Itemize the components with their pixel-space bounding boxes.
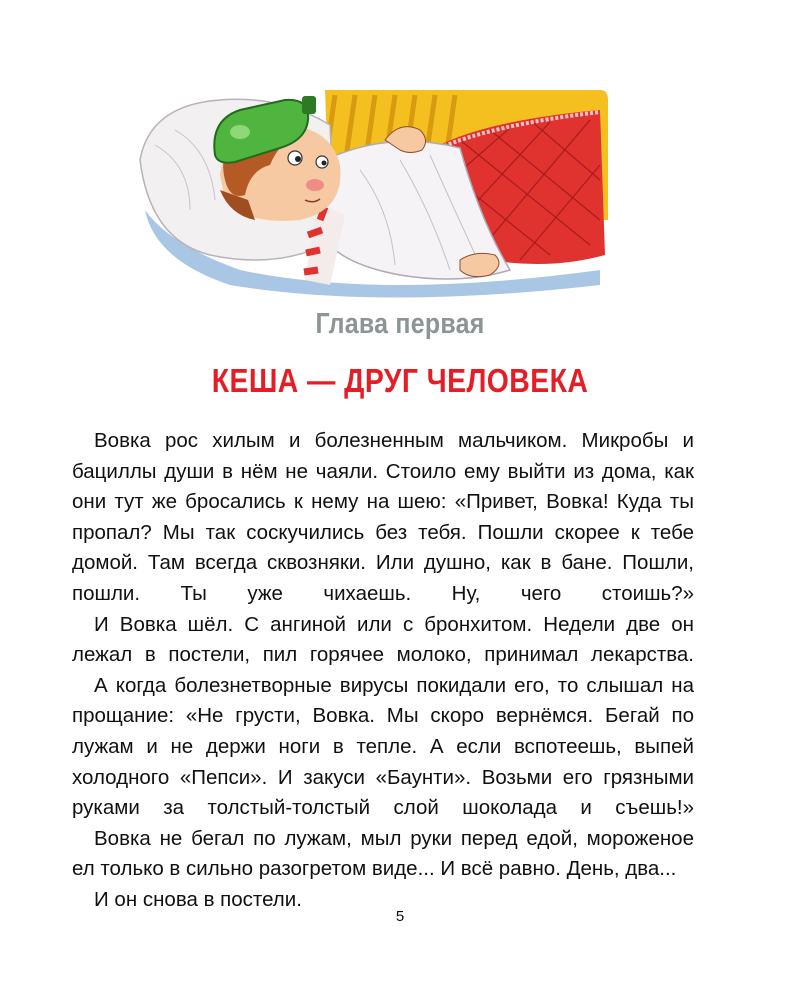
chapter-label: Глава первая bbox=[315, 308, 485, 340]
story-text bbox=[72, 426, 694, 916]
paragraph: И он снова в постели. bbox=[94, 887, 302, 911]
paragraph: А когда болезнетворные вирусы покидали его, то слышал на прощание: «Не грусти, Вовка. Мы скоро вернёмся. Бегай по лужам и не держи ноги в тепле. А если вспотеешь, выпей холодного «Пепси». И закуси «Баунти». Возьми его грязными руками за толстый-толстый слой шоколада и съешь!» bbox=[72, 673, 694, 820]
paragraph: Вовка не бегал по лужам, мыл руки перед едой, мороженое ел только в сильно разогретом виде... И всё равно. День, два... bbox=[72, 826, 694, 881]
paragraph: Вовка рос хилым и болезненным мальчиком. Микробы и бациллы души в нём не чаяли. Стоило ему выйти из дома, как они тут же бросались к нему на шею: «Привет, Вовка! Куда ты пропал? Мы так соскучились без тебя. Пошли скорее к тебе домой. Там всегда сквозняки. Или душно, как в бане. Пошли, пошли. Ты уже чихаешь. Ну, чего стоишь?» bbox=[72, 429, 694, 605]
paragraph: И Вовка шёл. С ангиной или с бронхитом. Недели две он лежал в постели, пил горячее молоко, принимал лекарства. bbox=[72, 612, 694, 667]
boy-hand-bottom bbox=[460, 253, 499, 276]
chapter-title: КЕША — ДРУГ ЧЕЛОВЕКА bbox=[211, 362, 589, 399]
page-number: 5 bbox=[395, 908, 405, 925]
sick-boy-in-bed-illustration bbox=[130, 70, 630, 310]
